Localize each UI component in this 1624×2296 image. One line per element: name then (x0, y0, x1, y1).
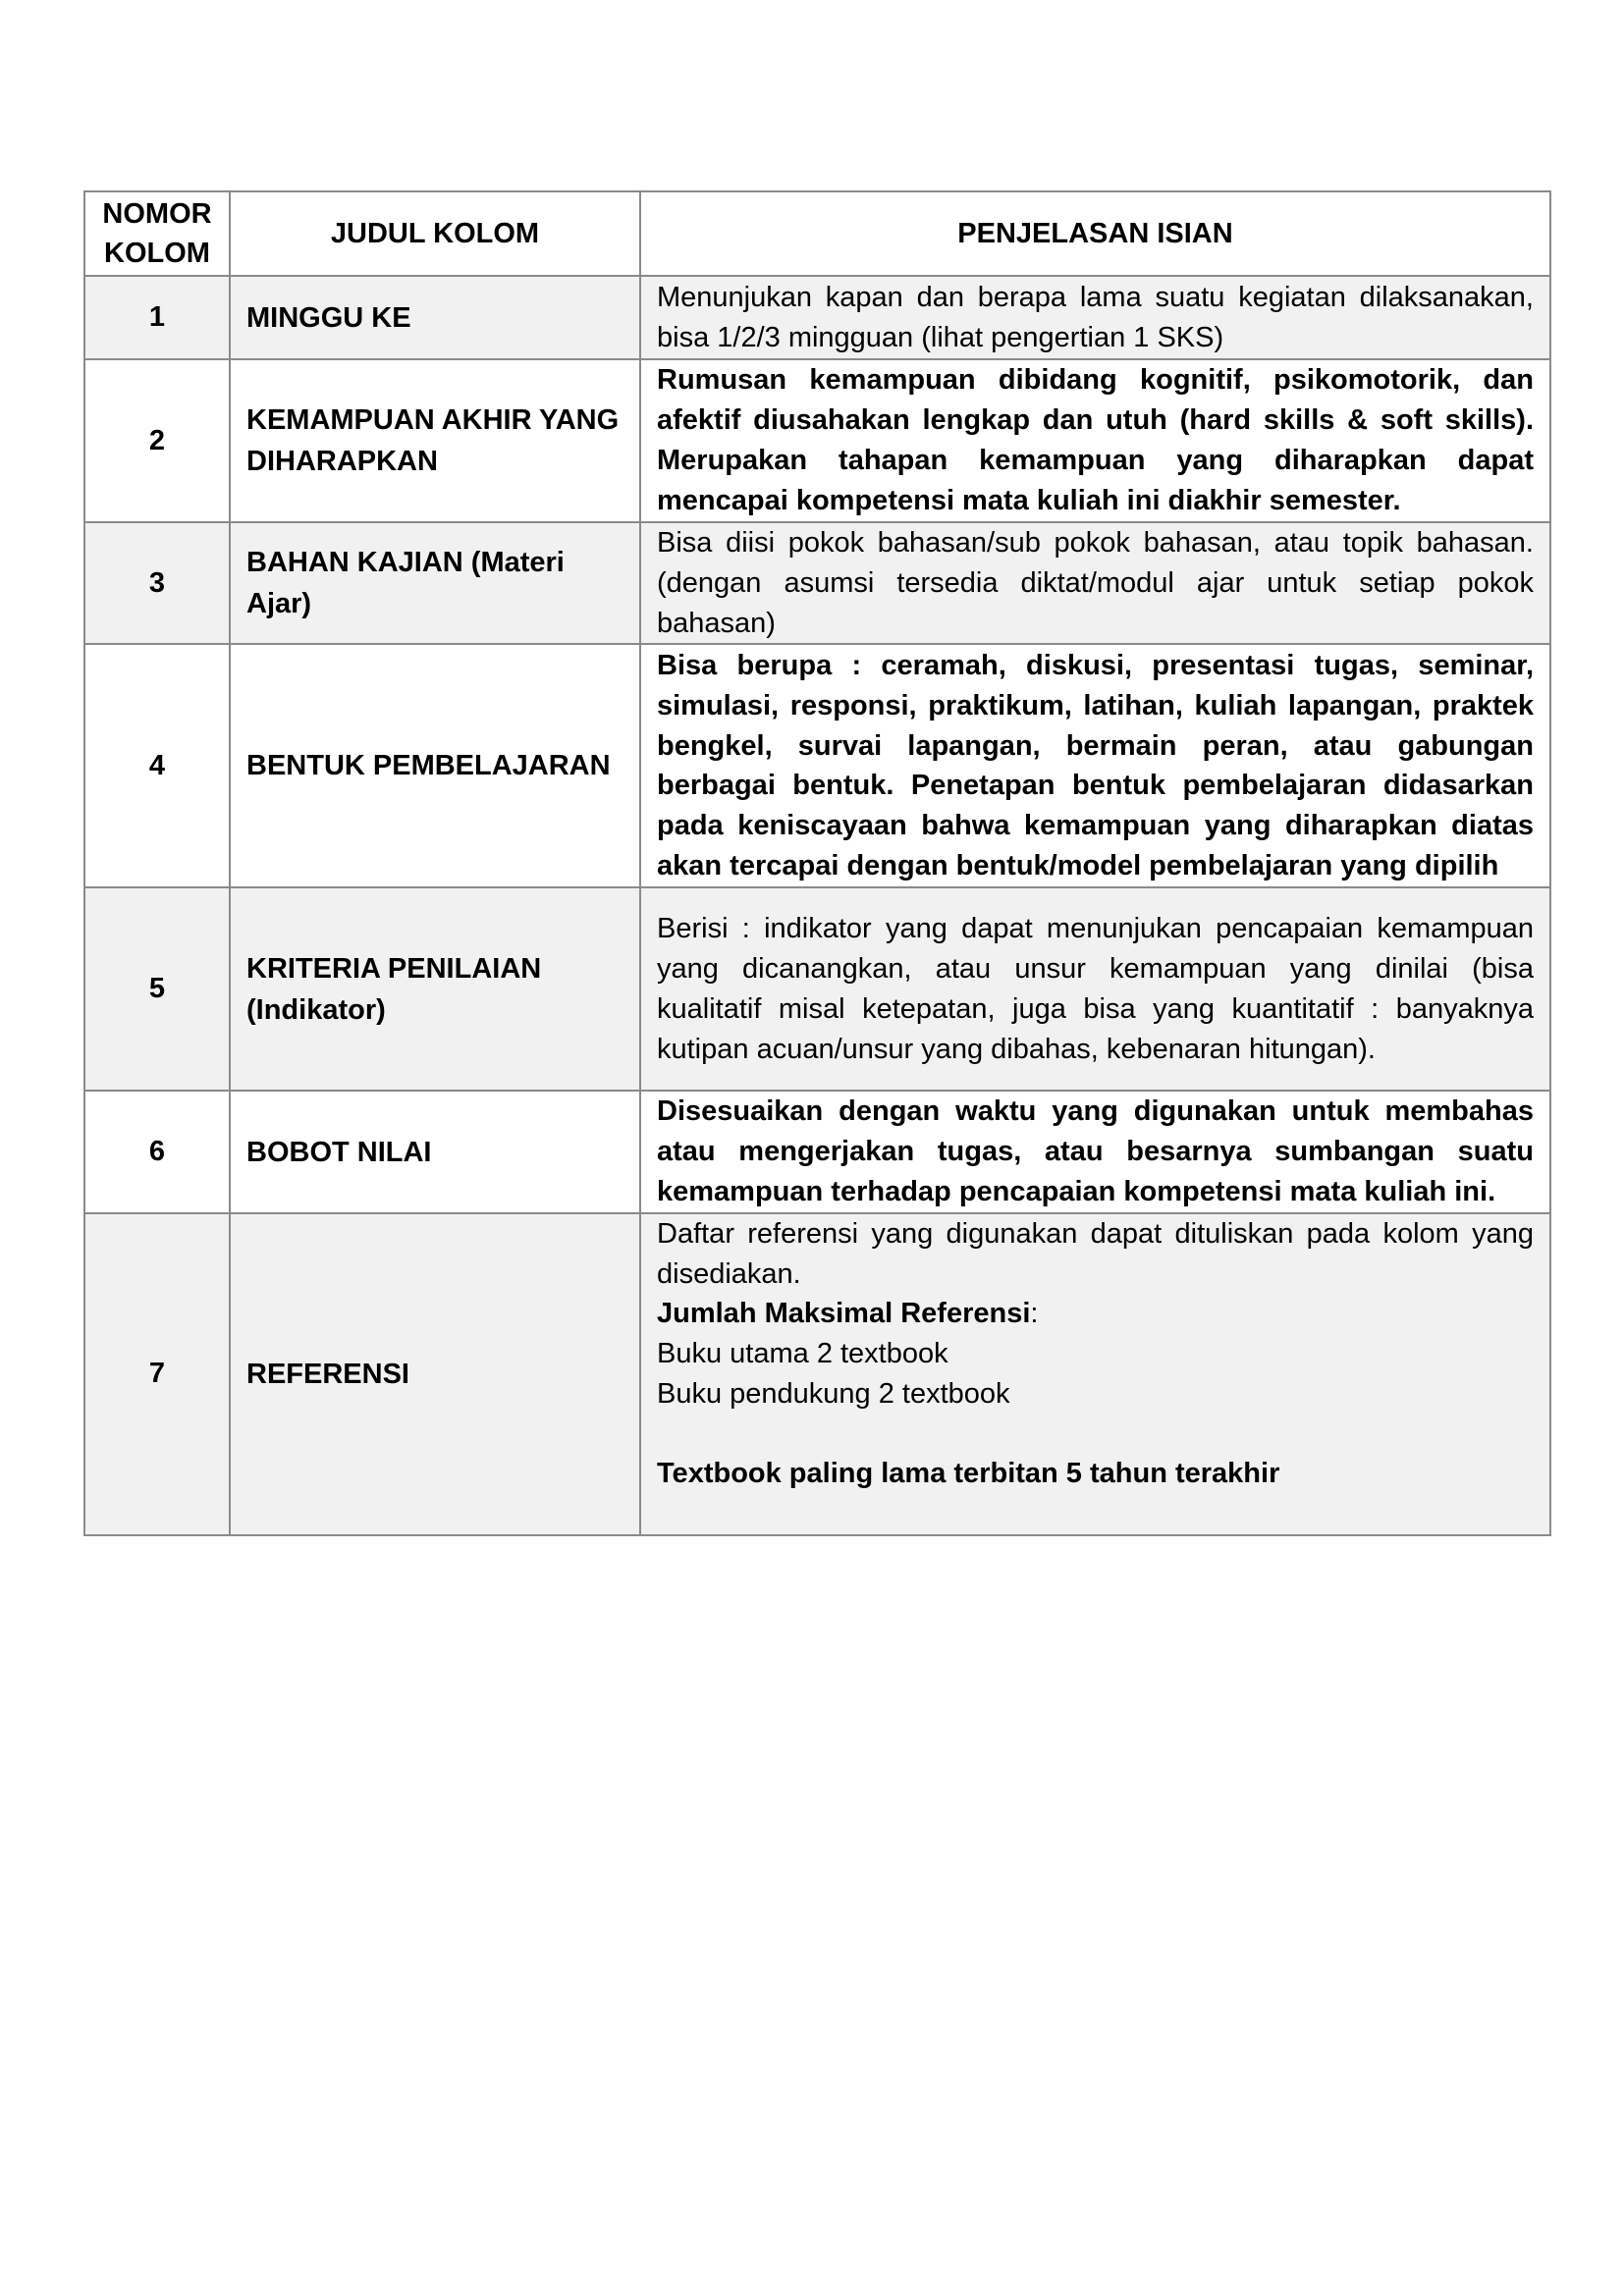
header-judul-kolom: JUDUL KOLOM (230, 191, 640, 276)
referensi-main-books: Buku utama 2 textbook (657, 1338, 948, 1370)
header-nomor-line2: KOLOM (104, 238, 210, 269)
referensi-support-books: Buku pendukung 2 textbook (657, 1377, 1010, 1410)
row-number: 3 (84, 522, 230, 644)
row-description: Disesuaikan dengan waktu yang digunakan untuk membahas atau mengerjakan tugas, atau besarnya sumbangan suatu kemampuan terhadap pencapaian kompetensi mata kuliah ini. (640, 1091, 1550, 1212)
table-row (84, 522, 1550, 644)
row-title: BAHAN KAJIAN (Materi Ajar) (230, 522, 640, 644)
row-description: Bisa berupa : ceramah, diskusi, presentasi tugas, seminar, simulasi, responsi, praktikum, latihan, kuliah lapangan, praktek bengkel, survai lapangan, bermain peran, atau gabungan berbagai bentuk. Penetapan bentuk pembelajaran didasarkan pada keniscayaan bahwa kemampuan yang diharapkan diatas akan tercapai dengan bentuk/model pembelajaran yang dipilih (640, 644, 1550, 887)
row-title: KEMAMPUAN AKHIR YANG DIHARAPKAN (230, 359, 640, 522)
row-description (640, 1213, 1550, 1535)
row-number: 6 (84, 1091, 230, 1212)
row-number: 5 (84, 887, 230, 1091)
row-title: REFERENSI (230, 1213, 640, 1535)
row-title: KRITERIA PENILAIAN (Indikator) (230, 887, 640, 1091)
header-penjelasan-isian: PENJELASAN ISIAN (640, 191, 1550, 276)
referensi-max-colon: : (1030, 1298, 1039, 1330)
row-title: MINGGU KE (230, 276, 640, 359)
row-title: BOBOT NILAI (230, 1091, 640, 1212)
table-row (84, 644, 1550, 887)
header-nomor-line1: NOMOR (102, 198, 212, 230)
referensi-intro: Daftar referensi yang digunakan dapat dituliskan pada kolom yang disediakan. (657, 1217, 1534, 1290)
row-description: Berisi : indikator yang dapat menunjukan pencapaian kemampuan yang dicanangkan, atau unsur kemampuan yang dinilai (bisa kualitatif misal ketepatan, juga bisa yang kuantitatif : banyaknya kutipan acuan/unsur yang dibahas, kebenaran hitungan). (640, 887, 1550, 1091)
referensi-note: Textbook paling lama terbitan 5 tahun terakhir (657, 1457, 1280, 1489)
header-nomor-kolom (84, 191, 230, 276)
table-row (84, 359, 1550, 522)
row-number: 1 (84, 276, 230, 359)
referensi-max-line (657, 1294, 1534, 1334)
table-row (84, 887, 1550, 1091)
row-title: BENTUK PEMBELAJARAN (230, 644, 640, 887)
table-row (84, 1091, 1550, 1212)
column-explanation-table (83, 190, 1551, 1536)
row-number: 4 (84, 644, 230, 887)
row-number: 7 (84, 1213, 230, 1535)
table-header-row (84, 191, 1550, 276)
row-number: 2 (84, 359, 230, 522)
row-description: Menunjukan kapan dan berapa lama suatu kegiatan dilaksanakan, bisa 1/2/3 mingguan (lihat pengertian 1 SKS) (640, 276, 1550, 359)
row-description: Rumusan kemampuan dibidang kognitif, psikomotorik, dan afektif diusahakan lengkap dan utuh (hard skills & soft skills). Merupakan tahapan kemampuan yang diharapkan dapat mencapai kompetensi mata kuliah ini diakhir semester. (640, 359, 1550, 522)
referensi-max-label: Jumlah Maksimal Referensi (657, 1298, 1031, 1330)
row-description: Bisa diisi pokok bahasan/sub pokok bahasan, atau topik bahasan. (dengan asumsi tersedia diktat/modul ajar untuk setiap pokok bahasan) (640, 522, 1550, 644)
spacer (657, 1415, 1534, 1454)
table-row (84, 1213, 1550, 1535)
table-row (84, 276, 1550, 359)
